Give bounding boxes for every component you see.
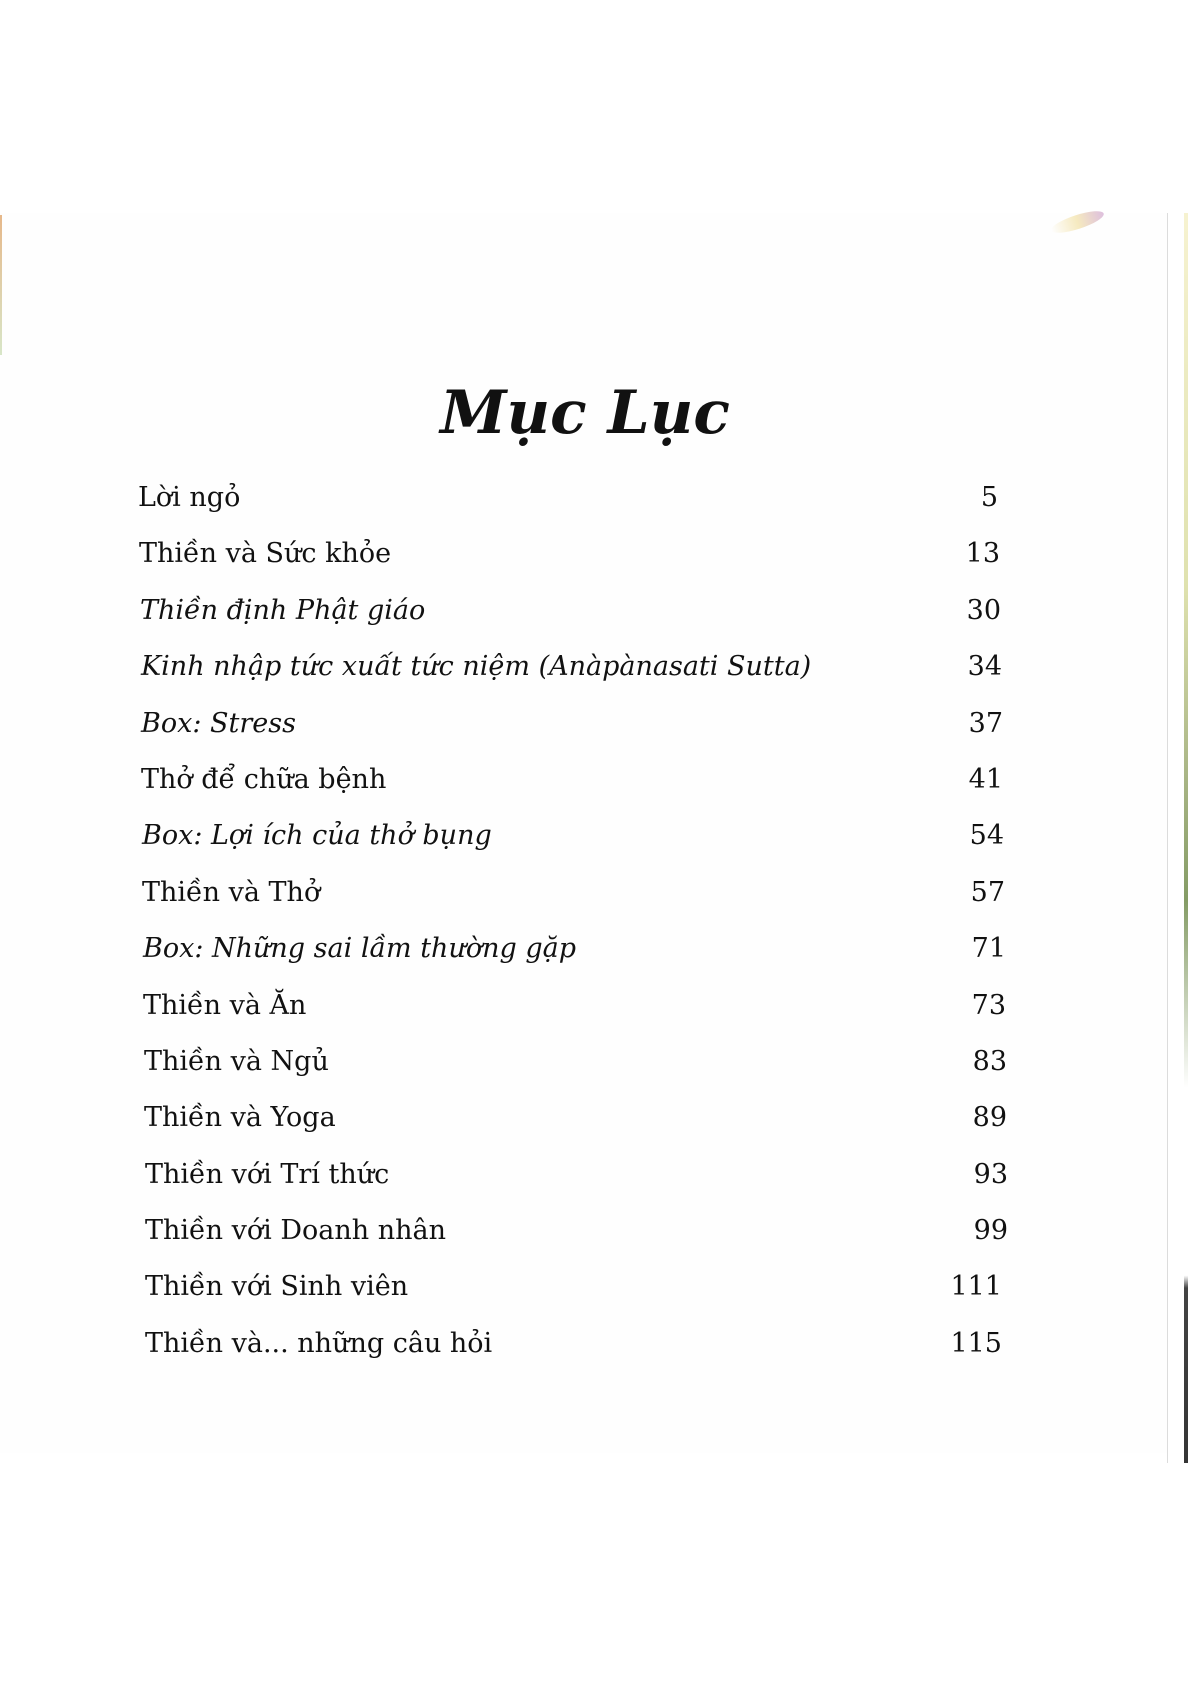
- toc-entry-page: 54: [969, 820, 1004, 852]
- toc-entry: [0, 760, 1190, 816]
- toc-entry-page: 5: [980, 482, 998, 513]
- toc-entry: [0, 1155, 1190, 1211]
- toc-entry: [0, 647, 1190, 703]
- toc-entry-label: Thiền với Sinh viên: [145, 1271, 409, 1303]
- toc-entry-label: Lời ngỏ: [138, 482, 241, 513]
- toc-entry-page: 73: [971, 989, 1006, 1021]
- toc-entry: [0, 929, 1190, 985]
- table-of-contents: [0, 478, 1190, 1380]
- toc-entry-page: 34: [967, 651, 1002, 683]
- toc-entry-label: Kinh nhập tức xuất tức niệm (Anàpànasati Sutta): [141, 651, 812, 683]
- toc-entry: [0, 1042, 1190, 1098]
- toc-entry: [0, 1324, 1190, 1380]
- toc-entry-page: 89: [972, 1102, 1007, 1134]
- toc-entry-page: 71: [971, 933, 1006, 965]
- toc-entry-page: 57: [970, 876, 1005, 908]
- toc-entry-page: 83: [972, 1045, 1007, 1077]
- toc-entry-label: Thiền và Thở: [142, 876, 321, 908]
- page-title: Mục Lục: [440, 378, 730, 449]
- toc-entry-label: Thiền và Ăn: [143, 989, 307, 1021]
- page-left-edge: [0, 215, 2, 355]
- toc-entry: [0, 1211, 1190, 1267]
- toc-entry-label: Thiền và Ngủ: [144, 1045, 329, 1077]
- toc-entry-label: Box: Stress: [141, 707, 296, 739]
- toc-entry: [0, 591, 1190, 647]
- toc-entry-label: Thiền định Phật giáo: [140, 594, 426, 626]
- toc-entry-page: 37: [968, 707, 1003, 739]
- toc-entry-page: 30: [966, 594, 1001, 626]
- toc-entry-page: 13: [965, 538, 1000, 570]
- toc-entry: [0, 986, 1190, 1042]
- toc-entry: [0, 816, 1190, 872]
- toc-entry-label: Box: Lợi ích của thở bụng: [142, 820, 492, 852]
- toc-entry-label: Thiền và Yoga: [144, 1102, 336, 1134]
- toc-entry: [0, 534, 1190, 590]
- toc-entry-page: 93: [973, 1158, 1008, 1190]
- toc-entry: [0, 873, 1190, 929]
- toc-entry-page: 41: [968, 763, 1003, 795]
- toc-entry: [0, 704, 1190, 760]
- toc-entry: [0, 1267, 1190, 1323]
- toc-entry-label: Thở để chữa bệnh: [141, 763, 387, 795]
- toc-entry: [0, 478, 1190, 534]
- toc-entry-label: Box: Những sai lầm thường gặp: [143, 933, 577, 965]
- toc-entry-label: Thiền và Sức khỏe: [139, 538, 392, 570]
- toc-entry: [0, 1098, 1190, 1154]
- toc-entry-page: 99: [973, 1215, 1008, 1247]
- toc-entry-label: Thiền với Trí thức: [145, 1158, 390, 1190]
- toc-entry-page: 115: [950, 1327, 1002, 1359]
- toc-entry-page: 111: [950, 1271, 1002, 1303]
- toc-entry-label: Thiền và... những câu hỏi: [145, 1327, 493, 1359]
- toc-entry-label: Thiền với Doanh nhân: [145, 1215, 446, 1247]
